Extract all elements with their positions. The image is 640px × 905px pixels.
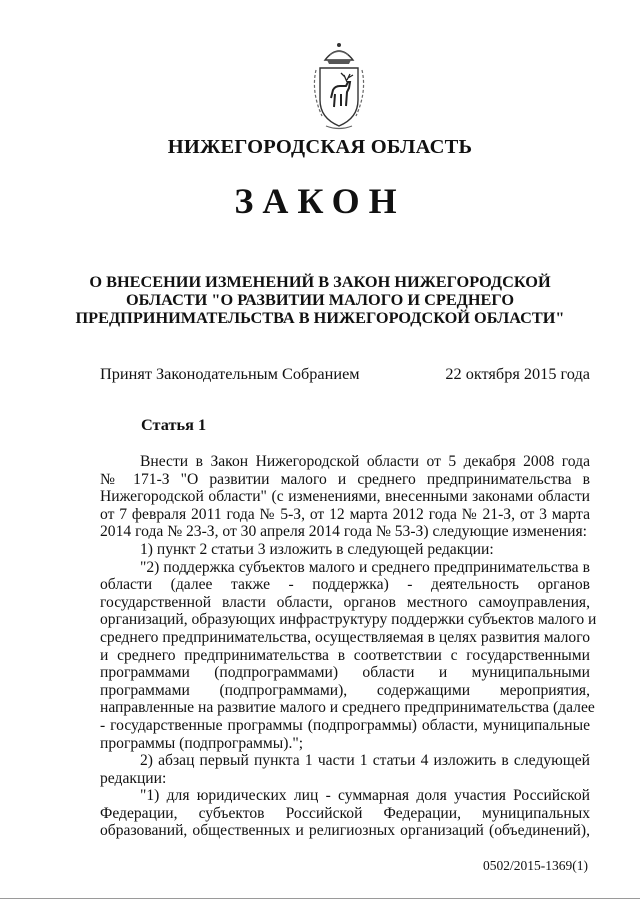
body-line: от 7 февраля 2011 года № 5-З, от 12 марта 2012 года № 21-З, от 3 марта [100, 505, 590, 523]
body-line: № 171-З "О развитии малого и среднего предпринимательства в [100, 470, 590, 488]
body-line: 2014 года № 23-З, от 30 апреля 2014 года № 53-З) следующие изменения: [100, 523, 587, 541]
body-line: организаций, образующих инфраструктуру поддержки субъектов малого и [100, 611, 597, 629]
subject-line: О ВНЕСЕНИИ ИЗМЕНЕНИЙ В ЗАКОН НИЖЕГОРОДСКОЙ [89, 272, 551, 291]
body-line: образований, общественных и религиозных организаций (объединений), [100, 822, 590, 840]
body-line: редакции: [100, 769, 167, 787]
adoption-label: Принят Законодательным Собранием [100, 364, 360, 383]
body-line: программы (подпрограммы)."; [100, 734, 304, 752]
body-line: 1) пункт 2 статьи 3 изложить в следующей редакции: [140, 540, 494, 558]
body-line: программами (подпрограммами) области и муниципальными [100, 664, 590, 682]
document-code: 0502/2015-1369(1) [483, 858, 588, 873]
coat-of-arms-icon [308, 40, 370, 132]
article-body [100, 453, 597, 840]
law-subject [60, 273, 580, 327]
body-line: - государственные программы (подпрограммы) области, муниципальные [100, 716, 590, 734]
body-line: Федерации, субъектов Российской Федерации, муниципальных [100, 804, 590, 822]
article-title: Статья 1 [141, 415, 207, 434]
subject-line: ПРЕДПРИНИМАТЕЛЬСТВА В НИЖЕГОРОДСКОЙ ОБЛАСТИ" [75, 308, 565, 327]
document-type: ЗАКОН [234, 181, 406, 221]
body-line: области (далее также - поддержка) - деятельность органов [100, 576, 590, 594]
region-title: НИЖЕГОРОДСКАЯ ОБЛАСТЬ [167, 136, 473, 158]
body-line: Нижегородской области" (с изменениями, внесенными законами области [100, 488, 590, 506]
body-line: "1) для юридических лиц - суммарная доля участия Российской [140, 787, 590, 805]
body-line: программами (подпрограммами), содержащими мероприятия, [100, 681, 590, 699]
body-line: "2) поддержка субъектов малого и среднего предпринимательства в [140, 558, 590, 576]
adoption-date: 22 октября 2015 года [445, 364, 590, 383]
body-line: среднего предпринимательства, осуществляемая в целях развития малого [100, 628, 590, 646]
body-line: государственной власти области, органов местного самоуправления, [100, 593, 590, 611]
body-line: Внести в Закон Нижегородской области от 5 декабря 2008 года [140, 453, 590, 470]
adoption-row [100, 364, 590, 384]
body-line: направленные на развитие малого и среднего предпринимательства (далее [100, 699, 595, 717]
subject-line: ОБЛАСТИ "О РАЗВИТИИ МАЛОГО И СРЕДНЕГО [125, 290, 515, 309]
page-edge-divider [0, 898, 640, 899]
body-line: 2) абзац первый пункта 1 части 1 статьи 4 изложить в следующей [140, 752, 590, 770]
body-line: и среднего предпринимательства в соответствии с государственными [100, 646, 590, 664]
